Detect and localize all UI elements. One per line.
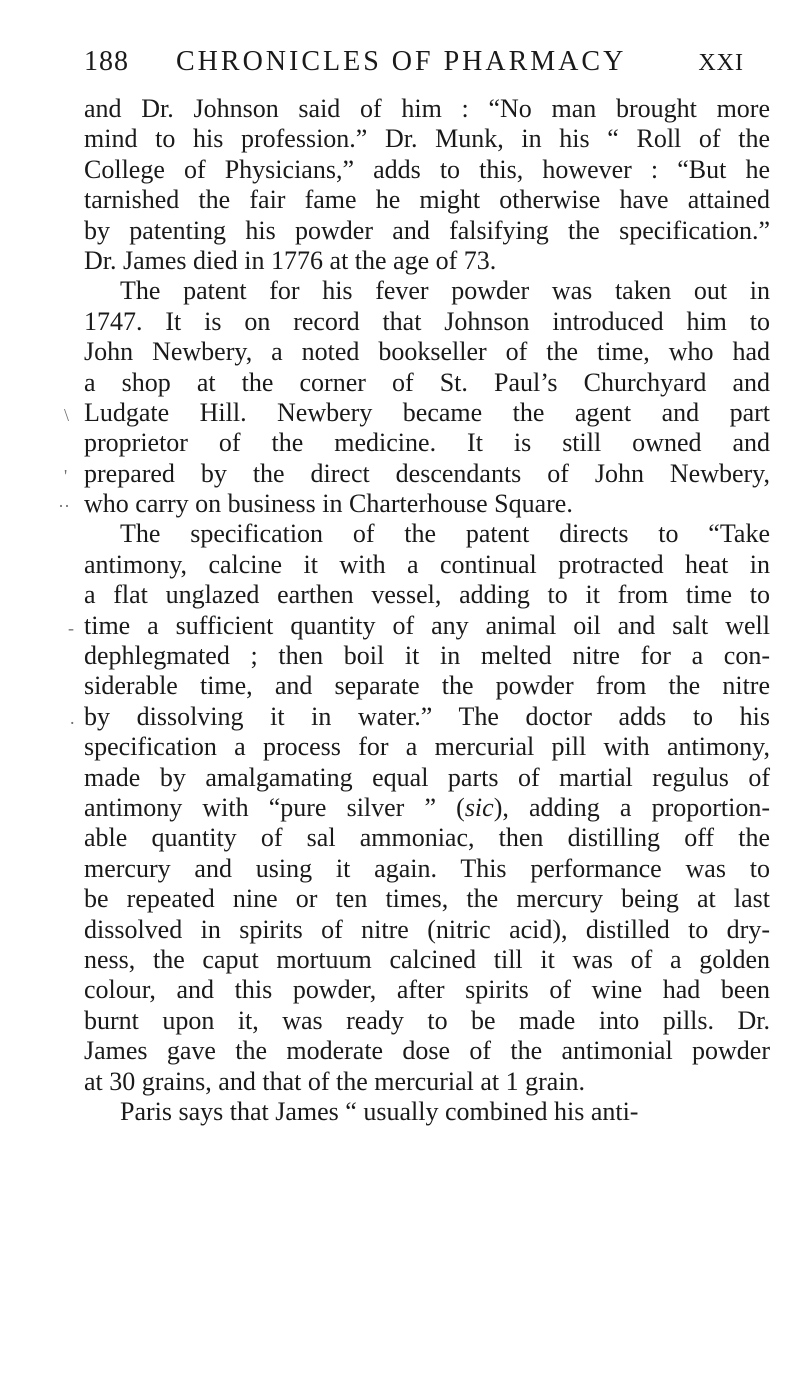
text-line: dephlegmated ; then boil it in melted nitre for a con- <box>84 641 770 671</box>
text-line: a shop at the corner of St. Paul’s Churchyard and <box>84 367 770 397</box>
text-line: colour, and this powder, after spirits of wine had been <box>84 975 770 1005</box>
text-line: prepared by the direct descendants of John Newbery, <box>84 458 770 488</box>
text-line: James gave the moderate dose of the antimonial powder <box>84 1036 770 1066</box>
body-text <box>84 94 770 1127</box>
text-line: dissolved in spirits of nitre (nitric acid), distilled to dry- <box>84 914 770 944</box>
text-line: a flat unglazed earthen vessel, adding to it from time to <box>84 580 770 610</box>
text-line: Ludgate Hill. Newbery became the agent and part <box>84 397 770 427</box>
margin-speck: ·· <box>58 496 70 516</box>
text-line: burnt upon it, was ready to be made into pills. Dr. <box>84 1005 770 1035</box>
margin-speck: ' <box>64 466 68 486</box>
text-line: who carry on business in Charterhouse Square. <box>84 489 573 519</box>
text-line: Paris says that James “ usually combined his anti- <box>120 1096 639 1126</box>
margin-speck: \ <box>64 405 70 425</box>
text-line: time a sufficient quantity of any animal oil and salt well <box>84 610 770 640</box>
text-line: proprietor of the medicine. It is still owned and <box>84 428 770 458</box>
text-line: specification a process for a mercurial pill with antimony, <box>84 732 770 762</box>
page-number: 188 <box>84 46 129 77</box>
text-line: at 30 grains, and that of the mercurial at 1 grain. <box>84 1066 586 1096</box>
text-line: The patent for his fever powder was taken out in <box>120 276 770 306</box>
text-line: ness, the caput mortuum calcined till it was of a golden <box>84 944 770 974</box>
text-line: by patenting his powder and falsifying the specification.” <box>84 215 770 245</box>
text-line: mercury and using it again. This performance was to <box>84 853 770 883</box>
text-line: College of Physicians,” adds to this, however : “But he <box>84 154 770 184</box>
book-title: CHRONICLES OF PHARMACY <box>176 46 627 77</box>
margin-speck: . <box>70 708 75 728</box>
text-line: The specification of the patent directs to “Take <box>120 519 770 549</box>
margin-speck: - <box>68 618 74 638</box>
text-line: mind to his profession.” Dr. Munk, in his “ Roll of the <box>84 124 770 154</box>
text-line: John Newbery, a noted bookseller of the time, who had <box>84 337 770 367</box>
text-line: able quantity of sal ammoniac, then distilling off the <box>84 823 770 853</box>
text-line: tarnished the fair fame he might otherwise have attained <box>84 185 770 215</box>
text-line: Dr. James died in 1776 at the age of 73. <box>84 245 497 275</box>
text-line: siderable time, and separate the powder from the nitre <box>84 671 770 701</box>
sic-italic: sic <box>464 792 494 822</box>
text-line: be repeated nine or ten times, the mercury being at last <box>84 884 770 914</box>
text-line: by dissolving it in water.” The doctor adds to his <box>84 701 770 731</box>
text-line: 1747. It is on record that Johnson introduced him to <box>84 306 770 336</box>
text-line: antimony, calcine it with a continual protracted heat in <box>84 549 770 579</box>
text-line: antimony with “pure silver ” (sic), adding a proportion- <box>84 792 770 822</box>
text-line: and Dr. Johnson said of him : “No man brought more <box>84 94 770 123</box>
text-line: made by amalgamating equal parts of martial regulus of <box>84 762 770 792</box>
chapter-number: XXI <box>698 50 744 76</box>
running-head <box>84 46 744 82</box>
